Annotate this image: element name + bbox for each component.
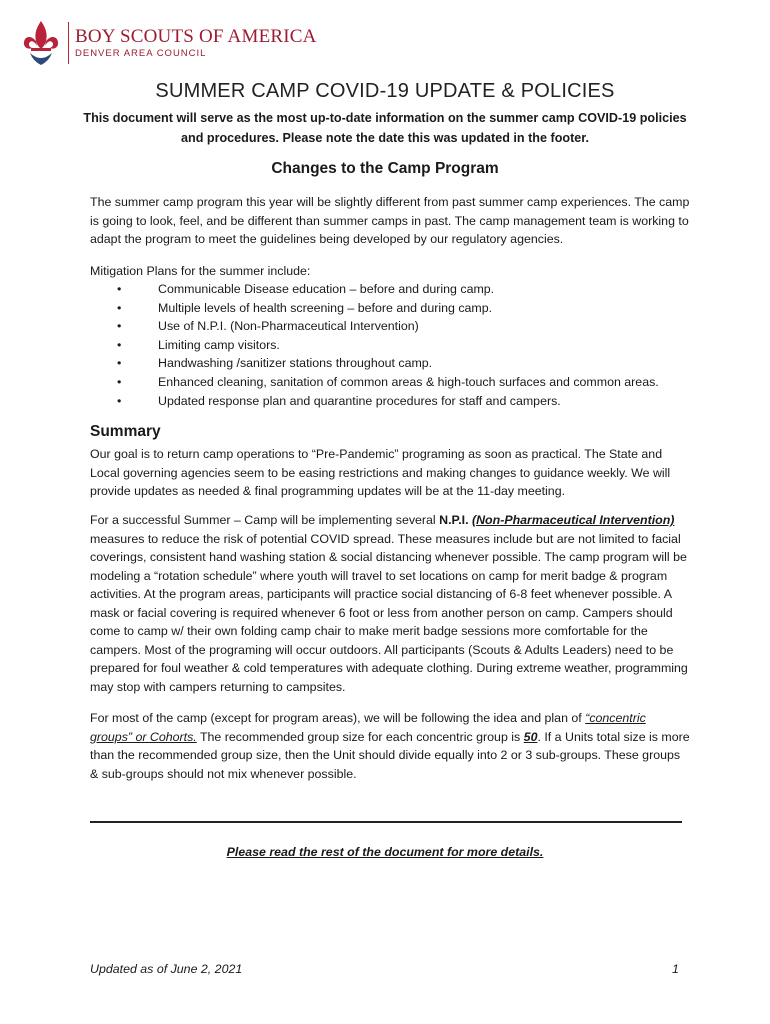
section-divider xyxy=(90,821,682,823)
changes-paragraph: The summer camp program this year will be slightly different from past summer camp experiences. The camp is going to look, feel, and be different than summer camps in past. The camp management team is working to adapt the program to meet the guidelines being developed by our regulatory agencies. xyxy=(90,195,690,246)
list-item: • Use of N.P.I. (Non-Pharmaceutical Intervention) xyxy=(90,317,690,336)
read-more-note: Please read the rest of the document for more details. xyxy=(226,845,544,859)
org-name: BOY SCOUTS OF AMERICA xyxy=(75,26,317,47)
footer-updated-date: Updated as of June 2, 2021 xyxy=(90,962,243,976)
bullet-icon: • xyxy=(117,393,122,408)
bullet-icon: • xyxy=(117,282,122,296)
group-size-value: 50 xyxy=(523,729,538,744)
fleur-de-lis-icon xyxy=(22,19,60,67)
changes-heading: Changes to the Camp Program xyxy=(271,160,499,177)
list-item: • Communicable Disease education – before and during camp. xyxy=(90,280,690,299)
npi-term: N.P.I. xyxy=(439,513,469,527)
list-item: • Limiting camp visitors. xyxy=(90,336,690,355)
list-item: • Multiple levels of health screening – before and during camp. xyxy=(90,299,690,318)
bullet-icon: • xyxy=(117,337,122,352)
summary-paragraph: Our goal is to return camp operations to “Pre-Pandemic” programing as soon as practical. The State and Local governing agencies seem to be easing restrictions and making changes to guidance weekly. We will provide updates as needed & final programming updates will be at the 11-day meeting. xyxy=(90,447,671,498)
mitigation-intro: Mitigation Plans for the summer include: xyxy=(90,264,311,278)
cohort-paragraph: For most of the camp (except for program areas), we will be following the idea and plan of “concentric groups” or Cohorts. The recommended group size for each concentric group is 50. If a Units total size is more than the recommended group size, then the Unit should divide equally into 2 or 3 sub-groups. These groups & sub-groups should not mix whenever possible. xyxy=(90,711,690,781)
logo-wordmark xyxy=(75,26,317,60)
page-number: 1 xyxy=(672,962,679,976)
page-header xyxy=(22,18,317,68)
council-name: DENVER AREA COUNCIL xyxy=(75,48,207,59)
bullet-icon: • xyxy=(117,356,122,371)
bullet-icon: • xyxy=(117,374,122,389)
bullet-icon: • xyxy=(117,319,122,334)
concentric-groups-term: “concentric groups” or Cohorts. xyxy=(90,711,646,744)
summary-heading: Summary xyxy=(90,423,161,440)
mitigation-list xyxy=(90,280,690,410)
intro-text: This document will serve as the most up-to-date information on the summer camp COVID-19 policies and procedures. Please note the date this was updated in the footer. xyxy=(83,111,687,145)
list-item: • Updated response plan and quarantine procedures for staff and campers. xyxy=(90,392,690,411)
list-item: • Handwashing /sanitizer stations throughout camp. xyxy=(90,354,690,373)
logo-divider xyxy=(68,22,69,64)
npi-paragraph: For a successful Summer – Camp will be implementing several N.P.I. (Non-Pharmaceutical Intervention) measures to reduce the risk of potential COVID spread. These measures include but are not limited to facial coverings, consistent hand washing station & social distancing whenever possible. The camp program will be modeling a “rotation schedule” where youth will travel to set locations on camp for merit badge & program activities. At the program areas, participants will practice social distancing of 6-8 feet whenever possible. A mask or facial covering is required whenever 6 foot or less from another person on camp. Campers should come to camp w/ their own folding camp chair to make merit badge sessions more comfortable for the campers. Most of the programing will occur outdoors. All participants (Scouts & Adults Leaders) need to be prepared for foul weather & cold temperatures with adequate clothing. During extreme weather, programming may stop with campers returning to campsites. xyxy=(90,513,688,694)
bullet-icon: • xyxy=(117,300,122,315)
document-title: SUMMER CAMP COVID-19 UPDATE & POLICIES xyxy=(155,80,615,102)
npi-expansion: (Non-Pharmaceutical Intervention) xyxy=(471,513,675,527)
list-item: • Enhanced cleaning, sanitation of common areas & high-touch surfaces and common areas. xyxy=(90,373,690,392)
